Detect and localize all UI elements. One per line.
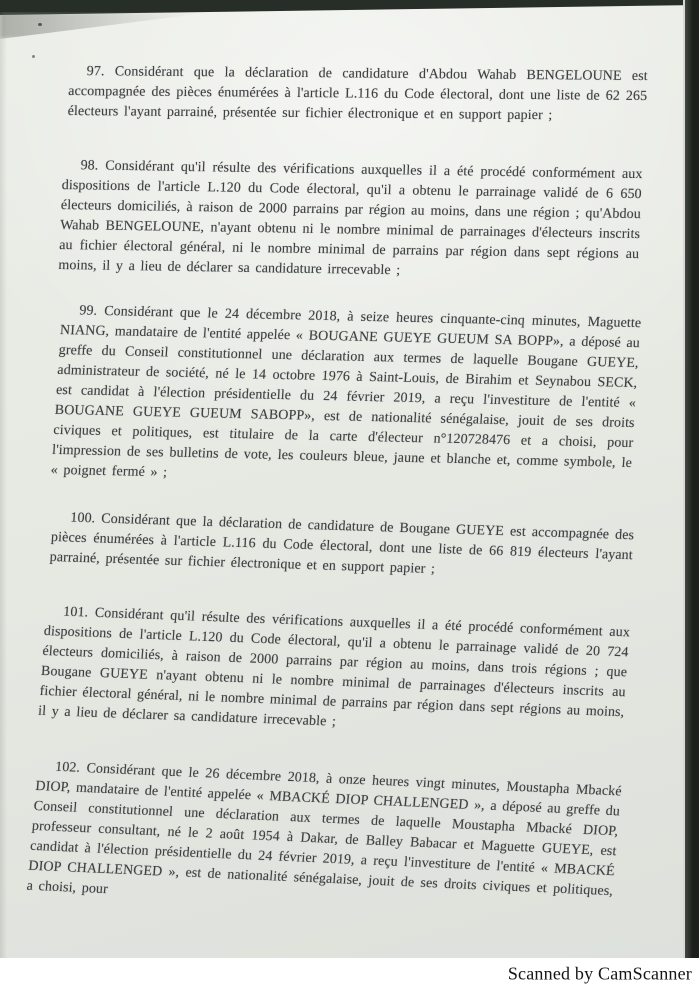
paragraph-101: 101. Considérant qu'il résulte des vérifications auxquelles il a été procédé conformément aux dispositions de l'article L.120 du Code électoral, qu'il a obtenu le parrainage validé de 20 724 électeurs domiciliés, à raison de 2000 parrains par région au moins, dans trois régions ; que Bougane GUEYE n'ayant obtenu ni le nombre minimal de parrainages d'électeurs inscrits au fichier électoral général, ni le nombre minimal de parrains par région dans sept régions au moins, il y a lieu de déclarer sa candidature irrecevable ; bbox=[37, 604, 631, 730]
paragraph-99: 99. Considérant que le 24 décembre 2018, à seize heures cinquante-cinq minutes, Maguette NIANG, mandataire de l'entité appelée « BOUGANE GUEYE GUEUM SA BOPP», a déposé au greffe du Conseil constitutionnel une déclaration aux termes de laquelle Bougane GUEYE, administrateur de société, né le 14 octobre 1976 à Saint-Louis, de Birahim et Seynabou SECK, est candidat à l'élection présidentielle du 24 février 2019, a reçu l'investiture de l'entité « BOUGANE GUEYE GUEUM SABOPP», est de nationalité sénégalaise, jouit de ses droits civiques et politiques, est titulaire de la carte d'électeur n°120728476 et a choisi, pour l'impression de ses bulletins de vote, les couleurs bleue, jaune et blanche et, comme symbole, le « poignet fermé » ; bbox=[50, 303, 642, 481]
page-top-shadow bbox=[0, 12, 215, 39]
footer-strip bbox=[0, 958, 699, 990]
camscanner-watermark: Scanned by CamScanner bbox=[507, 963, 692, 984]
dust-speck bbox=[38, 23, 42, 26]
paragraph-100: 100. Considérant que la déclaration de candidature de Bougane GUEYE est accompagnée des pièces énumérées à l'article L.116 du Code électoral, dont une liste de 66 819 électeurs l'ayant parrainé, présentée sur fichier électronique et en support papier ; bbox=[49, 510, 635, 578]
paragraph-97: 97. Considérant que la déclaration de candidature d'Abdou Wahab BENGELOUNE est accompagnée des pièces énumérées à l'article L.116 du Code électoral, dont une liste de 62 265 électeurs l'ayant parrainé, présentée sur fichier électronique et en support papier ; bbox=[67, 64, 648, 124]
dust-speck bbox=[32, 55, 35, 58]
paragraph-98: 98. Considérant qu'il résulte des vérifications auxquelles il a été procédé conformément aux dispositions de l'article L.120 du Code électoral, qu'il a obtenu le parrainage validé de 6 650 électeurs domiciliés, à raison de 2000 parrains par région au moins, dans une région ; qu'Abdou Wahab BENGELOUNE, n'ayant obtenu ni le nombre minimal de parrainages d'électeurs inscrits au fichier électoral général, ni le nombre minimal de parrains par région dans sept régions au moins, il y a lieu de déclarer sa candidature irrecevable ; bbox=[58, 158, 643, 279]
scanner-bed-right-edge bbox=[683, 0, 699, 958]
paragraph-102: 102. Considérant que le 26 décembre 2018, à onze heures vingt minutes, Moustapha Mbacké DIOP, mandataire de l'entité appelée « MBACKÉ DIOP CHALLENGED », a déposé au greffe du Conseil constitutionnel une déclaration aux termes de laquelle Moustapha Mbacké DIOP, professeur consultant, né le 2 août 1954 à Dakar, de Balley Babacar et Maguette GUEYE, est candidat à l'élection présidentielle du 24 février 2019, a reçu l'investiture de l'entité « MBACKÉ DIOP CHALLENGED », est de nationalité sénégalaise, jouit de ses droits civiques et politiques, a choisi, pour bbox=[26, 759, 623, 900]
